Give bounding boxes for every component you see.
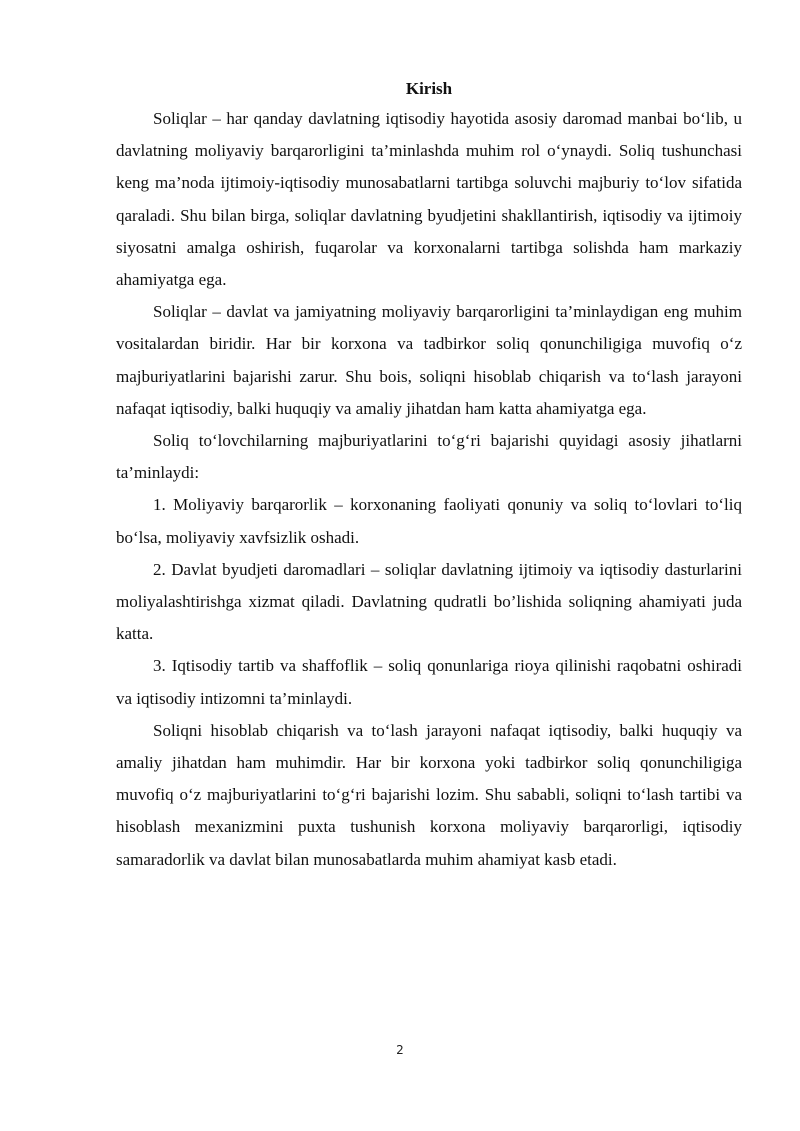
paragraph-conclusion: Soliqni hisoblab chiqarish va to‘lash jarayoni nafaqat iqtisodiy, balki huquqiy va amaliy jihatdan ham muhimdir. Har bir korxona yoki tadbirkor soliq qonunchiligiga muvofiq o‘z majburiyatlarini to‘g‘ri bajarishi lozim. Shu sababli, soliqni to‘lash tartibi va hisoblash mexanizmini puxta tushunish korxona moliyaviy barqarorligi, iqtisodiy samaradorlik va davlat bilan munosabatlarda muhim ahamiyat kasb etadi. xyxy=(116,720,742,869)
paragraph-taxes-stability: Soliqlar – davlat va jamiyatning moliyaviy barqarorligini ta’minlaydigan eng muhim vositalardan biridir. Har bir korxona va tadbirkor soliq qonunchiligiga muvofiq o‘z majburiyatlarini bajarishi zarur. Shu bois, soliqni hisoblab chiqarish va to‘lash jarayoni nafaqat iqtisodiy, balki huquqiy va amaliy jihatdan ham katta ahamiyatga ega. xyxy=(116,302,742,418)
page-number: 2 xyxy=(396,1043,404,1057)
list-item-economic-order: 3. Iqtisodiy tartib va shaffoflik – soliq qonunlariga rioya qilinishi raqobatni oshiradi va iqtisodiy intizomni ta’minlaydi. xyxy=(116,656,742,708)
list-item-budget-revenue: 2. Davlat byudjeti daromadlari – soliqlar davlatning ijtimoiy va iqtisodiy dasturlarini moliyalashtirishga xizmat qiladi. Davlatning qudratli bo’lishida soliqning ahamiyati juda katta. xyxy=(116,559,742,644)
list-item-financial-stability: 1. Moliyaviy barqarorlik – korxonaning faoliyati qonuniy va soliq to‘lovlari to‘liq bo‘lsa, moliyaviy xavfsizlik oshadi. xyxy=(116,495,742,547)
paragraph-obligations-lead: Soliq to‘lovchilarning majburiyatlarini to‘g‘ri bajarishi quyidagi asosiy jihatlarni ta’minlaydi: xyxy=(116,431,742,483)
document-body xyxy=(116,75,742,876)
paragraph-intro: Soliqlar – har qanday davlatning iqtisodiy hayotida asosiy daromad manbai bo‘lib, u davlatning moliyaviy barqarorligini ta’minlashda muhim rol o‘ynaydi. Soliq tushunchasi keng ma’noda ijtimoiy-iqtisodiy munosabatlarni tartibga soluvchi majburiy to‘lov sifatida qaraladi. Shu bilan birga, soliqlar davlatning byudjetini shakllantirish, iqtisodiy va ijtimoiy siyosatni amalga oshirish, fuqarolar va korxonalarni tartibga solishda ham markaziy ahamiyatga ega. xyxy=(116,109,742,290)
section-heading: Kirish xyxy=(405,79,453,98)
